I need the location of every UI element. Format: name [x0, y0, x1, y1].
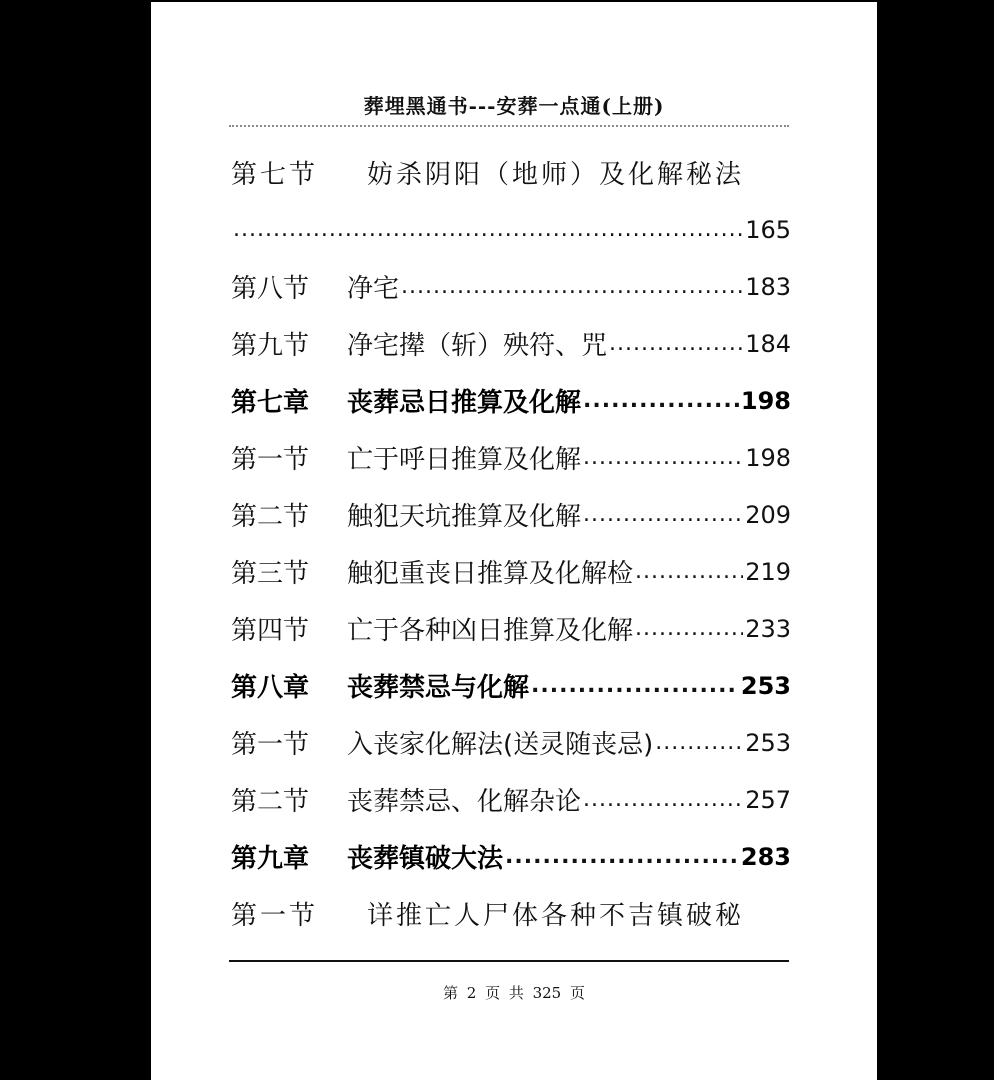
- toc-entry-number: 第一节: [231, 901, 319, 931]
- header-rule: [229, 125, 789, 127]
- toc-leader-dots: [655, 730, 743, 755]
- toc-entry-page: 253: [740, 671, 791, 700]
- toc-entry-number: 第九节: [231, 331, 310, 361]
- toc-leader-dots: [401, 274, 743, 299]
- toc-entry-number: 第二节: [231, 787, 310, 817]
- toc-entry-page: 183: [745, 272, 791, 301]
- toc-leader-dots: [505, 844, 739, 869]
- toc-entry: [231, 144, 791, 201]
- page-number-footer: 第 2 页 共 325 页: [442, 984, 585, 1002]
- toc-entry-number: 第三节: [231, 559, 310, 589]
- toc-leader-dots: [635, 559, 743, 584]
- toc-entry-title: 丧葬忌日推算及化解: [347, 388, 582, 418]
- toc-chapter-entry: [231, 828, 791, 885]
- toc-entry: [231, 885, 791, 942]
- toc-entry: [231, 543, 791, 600]
- toc-entry-number: 第七节: [231, 160, 319, 190]
- toc-entry: [231, 486, 791, 543]
- toc-entry-title: 亡于呼日推算及化解: [347, 445, 582, 475]
- toc-entry-continuation: [231, 201, 791, 258]
- toc-entry-page: 198: [745, 443, 791, 472]
- toc-entry-title: 触犯天坑推算及化解: [347, 502, 582, 532]
- toc-entry: [231, 714, 791, 771]
- toc-entry-number: 第七章: [231, 388, 310, 418]
- toc-entry: [231, 315, 791, 372]
- toc-entry-title: 详推亡人尸体各种不吉镇破秘: [367, 901, 745, 931]
- toc-entry-title: 触犯重丧日推算及化解检: [347, 559, 634, 589]
- toc-leader-dots: [583, 445, 743, 470]
- table-of-contents: [231, 144, 791, 942]
- toc-entry-title: 净宅: [347, 274, 400, 304]
- toc-chapter-entry: [231, 372, 791, 429]
- toc-entry-page: 233: [745, 614, 791, 643]
- toc-leader-dots: [583, 388, 739, 413]
- toc-entry-page: 184: [745, 329, 791, 358]
- toc-entry-number: 第四节: [231, 616, 310, 646]
- toc-leader-dots: [583, 787, 743, 812]
- running-header: 葬埋黑通书---安葬一点通(上册): [363, 94, 665, 118]
- toc-entry-number: 第八节: [231, 274, 310, 304]
- toc-entry-number: 第二节: [231, 502, 310, 532]
- toc-entry-title: 丧葬镇破大法: [347, 844, 504, 874]
- toc-entry-number: 第一节: [231, 445, 310, 475]
- toc-entry-title: 丧葬禁忌、化解杂论: [347, 787, 582, 817]
- toc-entry-page: 257: [745, 785, 791, 814]
- toc-leader-dots: [635, 616, 743, 641]
- toc-entry-page: 198: [740, 386, 791, 415]
- toc-entry-number: 第九章: [231, 844, 310, 874]
- toc-leader-dots: [609, 331, 743, 356]
- toc-chapter-entry: [231, 657, 791, 714]
- toc-leader-dots: [233, 217, 743, 242]
- footer-rule: [229, 960, 789, 962]
- toc-leader-dots: [583, 502, 743, 527]
- toc-entry-page: 253: [745, 728, 791, 757]
- toc-entry: [231, 429, 791, 486]
- toc-entry-page: 209: [745, 500, 791, 529]
- toc-entry-page: 165: [745, 215, 791, 244]
- toc-entry-title: 亡于各种凶日推算及化解: [347, 616, 634, 646]
- toc-leader-dots: [531, 673, 739, 698]
- toc-entry-number: 第八章: [231, 673, 310, 703]
- toc-entry: [231, 258, 791, 315]
- toc-entry-title: 入丧家化解法(送灵随丧忌): [347, 730, 654, 760]
- toc-entry-title: 净宅撵（斩）殃符、咒: [347, 331, 608, 361]
- toc-entry: [231, 600, 791, 657]
- toc-entry-number: 第一节: [231, 730, 310, 760]
- toc-entry-title: 妨杀阴阳（地师）及化解秘法: [367, 160, 745, 190]
- toc-entry-page: 219: [745, 557, 791, 586]
- toc-entry: [231, 771, 791, 828]
- toc-entry-page: 283: [740, 842, 791, 871]
- toc-entry-title: 丧葬禁忌与化解: [347, 673, 530, 703]
- document-page: [151, 2, 877, 1080]
